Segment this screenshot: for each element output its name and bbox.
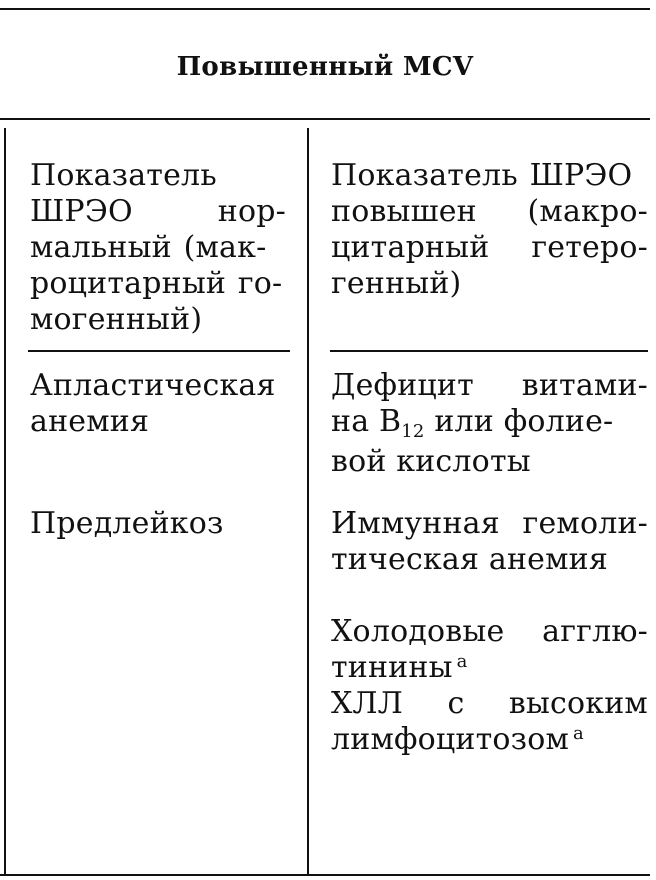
cll-footnote-marker: а: [573, 723, 584, 744]
right-header-line-4: генный): [331, 266, 462, 301]
right-entry-immune-line-1: [331, 506, 648, 542]
right-entry-word-hll: ХЛЛ: [331, 686, 404, 721]
right-entry-immune-line-2: тическая анемия: [331, 542, 608, 577]
right-entry-deficiency-line-2: [331, 404, 648, 444]
right-header-word-povyshen: повышен: [331, 194, 477, 229]
left-entry-line-3: Предлейкоз: [30, 506, 224, 541]
left-entry-line-1: Апластическая: [30, 368, 276, 403]
right-entry-deficiency: [331, 368, 648, 480]
right-entry-deficiency-line-1: [331, 368, 648, 404]
left-entry-line-2: анемия: [30, 404, 150, 439]
right-entry-cll: [331, 686, 648, 762]
right-entry-word-holodovye: Холодовые: [331, 614, 505, 649]
left-header-line-4: роцитарный го-: [30, 266, 283, 301]
column-divider-line: [307, 128, 309, 876]
right-header-line-3: [331, 230, 648, 266]
right-entry-word-vitami: витами-: [521, 368, 648, 403]
top-rule: [0, 8, 650, 10]
right-header-line-2: [331, 194, 648, 230]
right-entry-cll-line-1: [331, 686, 648, 722]
left-column-header: [30, 158, 286, 338]
right-entry-word-s: с: [447, 686, 465, 721]
right-entry-deficiency-line-3: вой кислоты: [331, 444, 531, 479]
table-title: Повышенный MCV: [176, 52, 474, 82]
left-entry-preleukemia: [30, 506, 286, 542]
right-header-word-getero: гетеро-: [531, 230, 648, 265]
right-header-word-citarny: цитарный: [331, 230, 490, 265]
right-entry-word-vysokim: высоким: [508, 686, 648, 721]
right-entry-immune-hemolytic-anemia: [331, 506, 648, 578]
left-header-line-1: Показатель: [30, 158, 217, 193]
right-entry-na-b: на B: [331, 404, 402, 439]
right-entry-cold-line-1: [331, 614, 648, 650]
left-entry-aplastic-anemia: [30, 368, 286, 440]
right-column-header: [331, 158, 648, 302]
right-header-word-makro: (макро-: [527, 194, 648, 229]
cold-agglutinins-footnote-marker: а: [456, 651, 468, 672]
left-border-line: [4, 128, 6, 876]
left-header-line-5: могенный): [30, 302, 203, 337]
bottom-rule: [0, 874, 650, 876]
right-entry-cll-line-2: [331, 722, 648, 762]
right-entry-word-limfocitozom: лимфоцитозом: [331, 722, 570, 757]
left-header-word-shreo: ШРЭО: [30, 194, 133, 229]
heading-rule: [0, 118, 650, 120]
left-header-underline: [28, 350, 290, 352]
right-entry-word-gemoli: гемоли-: [522, 506, 648, 541]
left-header-word-nor: нор-: [217, 194, 286, 229]
right-entry-cold-line-2: [331, 650, 648, 690]
left-header-line-3: мальный (мак-: [30, 230, 267, 265]
right-entry-cold-agglutinins: [331, 614, 648, 690]
right-entry-folic: или фолие-: [424, 404, 614, 439]
right-header-line-1: Показатель ШРЭО: [331, 158, 633, 193]
left-header-line-2: [30, 194, 286, 230]
right-entry-word-tininy: тинины: [331, 650, 453, 685]
right-entry-word-immunnaya: Иммунная: [331, 506, 500, 541]
right-entry-word-deficit: Дефицит: [331, 368, 474, 403]
right-header-underline: [330, 350, 648, 352]
right-entry-word-agglyu: агглю-: [542, 614, 648, 649]
b12-subscript: 12: [401, 421, 425, 442]
